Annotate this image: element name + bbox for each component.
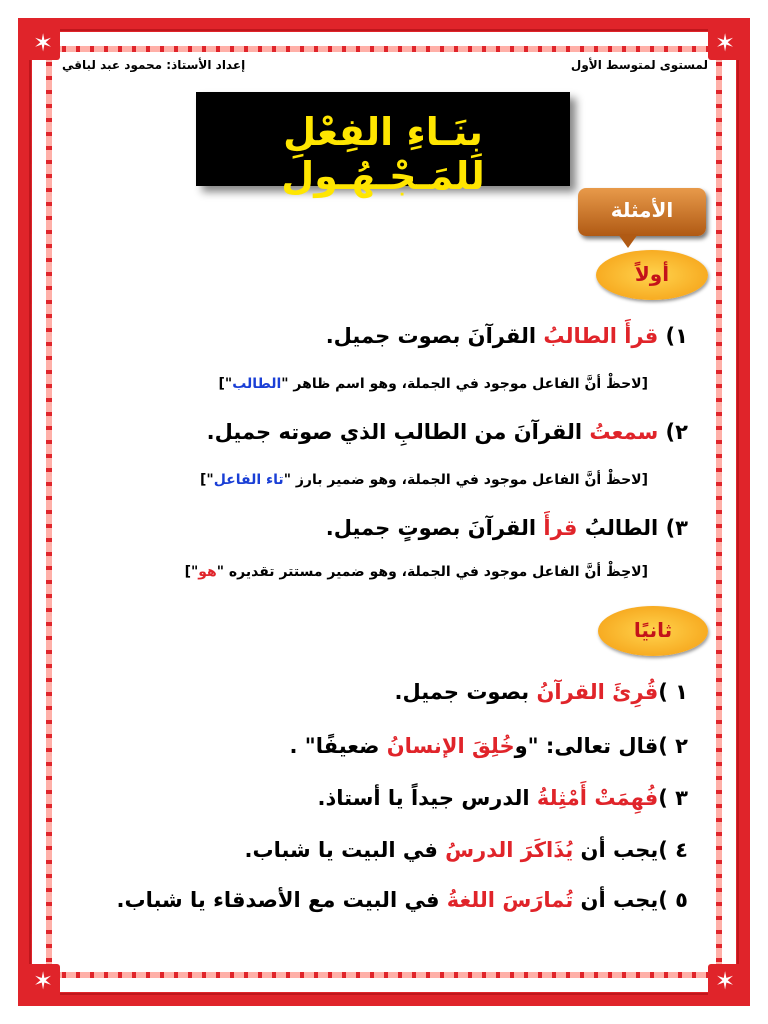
corner-ornament-icon [708,964,742,998]
sentence-rest: القرآنَ بصوت جميل. [325,324,544,348]
sentence-rest: الدرس جيداً يا أستاذ. [317,786,537,810]
first-tag-label: أولاً [634,262,670,286]
note-text: [لاحظْ أنَّ الفاعل موجود في الجملة، وهو ضمير بارز " [283,472,648,488]
border-chain-left [46,52,52,972]
sentence-2-4 [244,838,688,862]
border-chain-bottom [52,972,716,978]
note-1-1 [219,376,648,392]
sentence-prefix: يجب أن [573,838,659,862]
note-1-3 [185,564,648,580]
note-highlight: الطالب [232,376,282,392]
sentence-rest: بصوت جميل. [394,680,537,704]
verb-highlight: قرأَ [543,516,578,540]
verb-highlight: يُذَاكَرَ الدرسُ [445,838,574,862]
sentence-2-2 [289,734,688,758]
corner-ornament-icon [708,26,742,60]
sentence-1-3 [326,516,688,540]
sentence-1-2 [207,420,688,444]
sentence-number: ١) [658,324,688,348]
verb-highlight: تُمارَسَ اللغةُ [446,888,574,912]
note-1-2 [200,472,648,488]
first-tag [596,250,708,300]
sentence-number: ٥ ) [658,888,688,912]
sentence-1-1 [326,324,688,348]
title-box [196,92,570,198]
sentence-number: ٣) الطالبُ [577,516,688,540]
note-close: "] [218,376,233,392]
sentence-2-3 [318,786,688,810]
note-close: "] [184,564,199,580]
note-highlight: تاء الفاعل [213,472,284,488]
note-text: [لاحِظْ أنَّ الفاعل موجود في الجملة، وهو ضمير مستتر تقديره " [216,564,648,580]
page-title: بِنَـاءِ الفِعْلِ للمَـجْـهُـول [281,110,485,198]
note-text: [لاحظْ أنَّ الفاعل موجود في الجملة، وهو اسم ظاهر " [281,376,648,392]
border-chain-top [52,46,716,52]
header-teacher: إعداد الأستاذ: محمود عبد لباقي [62,58,246,72]
second-tag [598,606,708,656]
sentence-2-5 [117,888,689,912]
sentence-number: ١ ) [658,680,688,704]
verb-highlight: قرأَ الطالبُ [543,324,659,348]
sentence-rest: في البيت يا شباب. [244,838,446,862]
sentence-number: ٣ ) [658,786,688,810]
sentence-rest: ضعيفًا" . [289,734,387,758]
sentence-number: ٢) [658,420,688,444]
sentence-number: ٢ ) [658,734,688,758]
verb-highlight: قُرِئَ القرآنُ [536,680,659,704]
examples-tag-label: الأمثلة [610,198,674,222]
corner-ornament-icon [26,964,60,998]
second-tag-label: ثانيًا [633,618,673,642]
sentence-rest: القرآنَ من الطالبِ الذي صوته جميل. [206,420,590,444]
sentence-rest: القرآنَ بصوتٍ جميل. [325,516,544,540]
sentence-2-1 [395,680,689,704]
verb-highlight: خُلِقَ الإنسانُ [386,734,515,758]
examples-tag [578,188,706,236]
sentence-number: ٤ ) [658,838,688,862]
sentence-prefix: قال تعالى: "و [514,734,659,758]
header-level: لمستوى لمتوسط الأول [570,58,708,72]
corner-ornament-icon [26,26,60,60]
note-close: "] [199,472,214,488]
border-chain-right [716,52,722,972]
note-highlight: هو [198,564,217,580]
sentence-rest: في البيت مع الأصدقاء يا شباب. [116,888,447,912]
sentence-prefix: يجب أن [573,888,659,912]
verb-highlight: سمعتُ [589,420,659,444]
verb-highlight: فُهِمَتْ أَمْثِلةُ [536,786,659,810]
